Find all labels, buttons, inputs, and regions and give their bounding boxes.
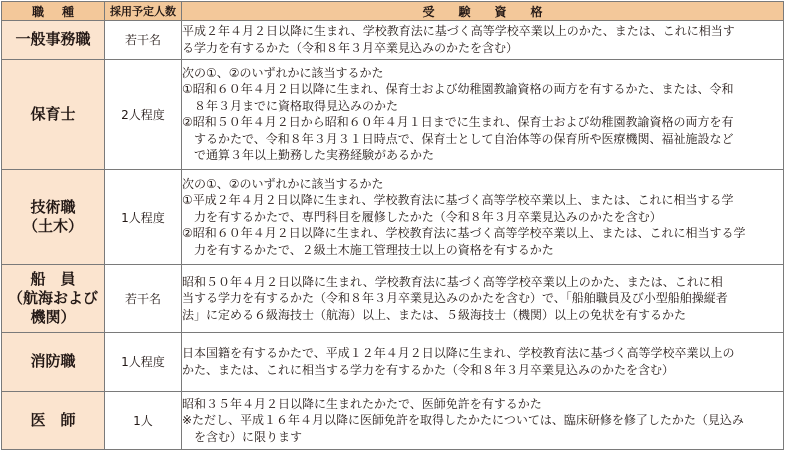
job-title-line: 船 員 [30,270,76,289]
job-title [2,59,105,170]
qualification-line: 昭和３５年４月２日以降に生まれたかたで、医師免許を有するかた [182,396,542,411]
job-title-line: 技術職 [30,198,76,217]
table-row [2,59,784,170]
qualification-line: ※ただし、平成１６年４月以降に医師免許を取得したかたについては、臨床研修を修了したかた（見込み [182,413,744,427]
qualification-line: 平成２年４月２日以降に生まれ、学校教育法に基づく高等学校卒業以上のかた、または、これに相当す [182,24,735,39]
qualification-line: 次の①、②のいずれかに該当するかた [182,65,384,80]
job-title-line: 保育士 [30,104,76,123]
job-title-line: 消防職 [30,352,76,371]
planned-count: 若干名 [105,265,182,333]
qualification-cell [182,333,784,391]
planned-count: 若干名 [105,21,182,60]
qualification-line: 力を有するかたで、専門科目を履修したかた（令和８年３月卒業見込みのかたを含む） [194,209,662,224]
header-row [2,2,784,21]
qualification-line: 次の①、②のいずれかに該当するかた [182,176,384,191]
table-row [2,21,784,60]
job-title [2,21,105,60]
job-title [2,265,105,333]
table-row [2,333,784,391]
table-row [2,170,784,265]
qualification-line: を含む）に限ります [194,429,303,444]
job-title-line: 一般事務職 [15,30,91,49]
header-job: 職種 [2,2,105,21]
qualification-line: するかたで、令和８年３月３１日時点で、保育士として自治体等の保育所や医療機関、福祉施設など [194,131,734,146]
job-title [2,391,105,449]
qualification-line: ①平成２年４月２日以降に生まれ、学校教育法に基づく高等学校卒業以上、または、これに相当する学 [182,193,734,208]
qualification-line: ①昭和６０年４月２日以降に生まれ、保育士および幼稚園教諭資格の両方を有するかた、または、令和 [182,82,734,97]
planned-count: 1人程度 [105,333,182,391]
qualification-cell [182,391,784,449]
table-row [2,391,784,449]
qualification-cell [182,170,784,265]
qualification-cell [182,21,784,60]
qualification-line: 日本国籍を有するかたで、平成１２年４月２日以降に生まれ、学校教育法に基づく高等学校卒業以上の [182,346,735,361]
qualification-line: 力を有するかたで、２級土木施工管理技士以上の資格を有するかた [194,242,554,257]
qualification-line: ②昭和６０年４月２日以降に生まれ、学校教育法に基づく高等学校卒業以上、または、これに相当する学 [182,226,746,241]
qualification-line: 当する学力を有するかた（令和８年３月卒業見込みのかたを含む）で、「船舶職員及び小型船舶操縦者 [182,291,728,306]
planned-count: 2人程度 [105,59,182,170]
planned-count: 1人 [105,391,182,449]
job-title [2,170,105,265]
header-qualification: 受験資格 [182,2,784,21]
qualification-line: ８年３月までに資格取得見込みのかた [194,98,399,113]
header-count: 採用予定人数 [105,2,182,21]
table-row [2,265,784,333]
qualification-cell [182,59,784,170]
qualification-cell [182,265,784,333]
job-title-line: 機関） [30,308,76,327]
qualification-line: る学力を有するかた（令和８年３月卒業見込みのかたを含む） [182,40,519,55]
qualification-line: ②昭和５０年４月２日から昭和６０年４月１日までに生まれ、保育士および幼稚園教諭資格の両方を有 [182,115,734,130]
job-title-line: （航海および [7,289,98,308]
job-title [2,333,105,391]
recruitment-qualifications-table [1,1,784,450]
qualification-line: 昭和５０年４月２日以降に生まれ、学校教育法に基づく高等学校卒業以上のかた、または、これに相 [182,274,723,289]
job-title-line: 医 師 [30,410,76,429]
qualification-line: で通算３年以上勤務した実務経験があるかた [194,148,435,163]
qualification-line: 法」に定める６級海技士（航海）以上、または、５級海技士（機関）以上の免状を有するかた [182,307,687,322]
job-title-line: （土木） [22,217,83,236]
qualification-line: かた、または、これに相当する学力を有するかた（令和８年３月卒業見込みのかたを含む） [182,362,675,377]
planned-count: 1人程度 [105,170,182,265]
